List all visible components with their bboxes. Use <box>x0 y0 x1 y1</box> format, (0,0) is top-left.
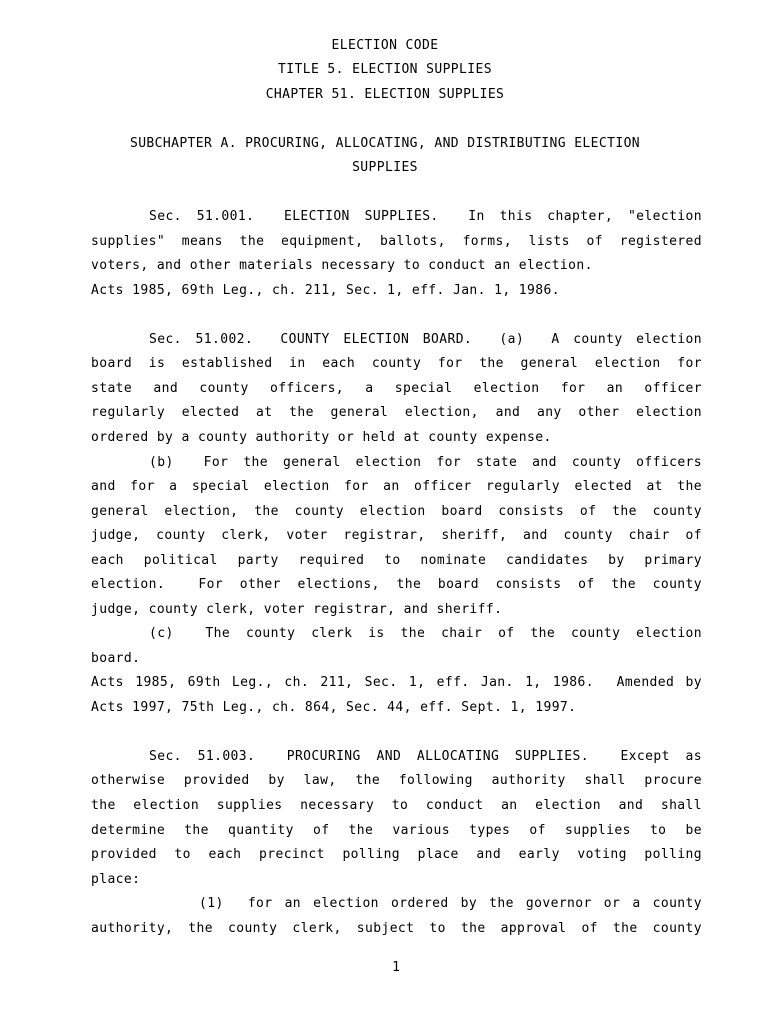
sec-51-003-line: Sec. 51.003. PROCURING AND ALLOCATING SUPPLIES. Except as <box>149 749 702 764</box>
sec-51-002-b-line: and for a special election for an officer regularly elected at the <box>91 479 702 494</box>
sec-51-002-b-line: general election, the county election board consists of the county <box>91 504 702 519</box>
sec-51-002-a-line: state and county officers, a special election for an officer <box>91 381 702 396</box>
subchapter-heading: SUBCHAPTER A. PROCURING, ALLOCATING, AND DISTRIBUTING ELECTION <box>129 136 641 151</box>
subchapter-heading-cont: SUPPLIES <box>352 160 418 175</box>
sec-51-003-item-line: (1) for an election ordered by the governor or a county <box>199 896 702 911</box>
sec-51-002-b-line: judge, county clerk, voter registrar, and sheriff. <box>91 602 503 617</box>
sec-51-001-line: voters, and other materials necessary to conduct an election. <box>91 258 593 273</box>
sec-51-002-b-line: each political party required to nominate candidates by primary <box>91 553 702 568</box>
page-number: 1 <box>392 960 400 975</box>
sec-51-003-line: the election supplies necessary to conduct an election and shall <box>91 798 702 813</box>
sec-51-002-a-line: board is established in each county for the general election for <box>91 356 702 371</box>
sec-51-002-a-line: ordered by a county authority or held at county expense. <box>91 430 552 445</box>
title-heading: TITLE 5. ELECTION SUPPLIES <box>278 62 492 77</box>
sec-51-002-history: Acts 1985, 69th Leg., ch. 211, Sec. 1, eff. Jan. 1, 1986. Amended by <box>91 675 702 690</box>
sec-51-003-line: place: <box>91 872 141 887</box>
sec-51-001-line: Sec. 51.001. ELECTION SUPPLIES. In this chapter, "election <box>149 209 702 224</box>
sec-51-002-b-line: election. For other elections, the board consists of the county <box>91 577 702 592</box>
sec-51-003-line: determine the quantity of the various types of supplies to be <box>91 823 702 838</box>
sec-51-002-a-line: regularly elected at the general election, and any other election <box>91 405 702 420</box>
chapter-heading: CHAPTER 51. ELECTION SUPPLIES <box>265 87 505 102</box>
sec-51-001-line: supplies" means the equipment, ballots, forms, lists of registered <box>91 234 702 249</box>
sec-51-003-line: otherwise provided by law, the following authority shall procure <box>91 773 702 788</box>
sec-51-002-c-line: board. <box>91 651 141 666</box>
sec-51-002-history: Acts 1997, 75th Leg., ch. 864, Sec. 44, eff. Sept. 1, 1997. <box>91 700 577 715</box>
sec-51-002-b-line: judge, county clerk, voter registrar, sheriff, and county chair of <box>91 528 702 543</box>
sec-51-003-item-line: authority, the county clerk, subject to the approval of the county <box>91 921 702 936</box>
sec-51-001-history: Acts 1985, 69th Leg., ch. 211, Sec. 1, eff. Jan. 1, 1986. <box>91 283 560 298</box>
sec-51-002-a-line: Sec. 51.002. COUNTY ELECTION BOARD. (a) A county election <box>149 332 702 347</box>
sec-51-003-line: provided to each precinct polling place and early voting polling <box>91 847 702 862</box>
sec-51-002-c-line: (c) The county clerk is the chair of the county election <box>149 626 702 641</box>
sec-51-002-b-line: (b) For the general election for state and county officers <box>149 455 702 470</box>
code-heading: ELECTION CODE <box>331 38 439 53</box>
